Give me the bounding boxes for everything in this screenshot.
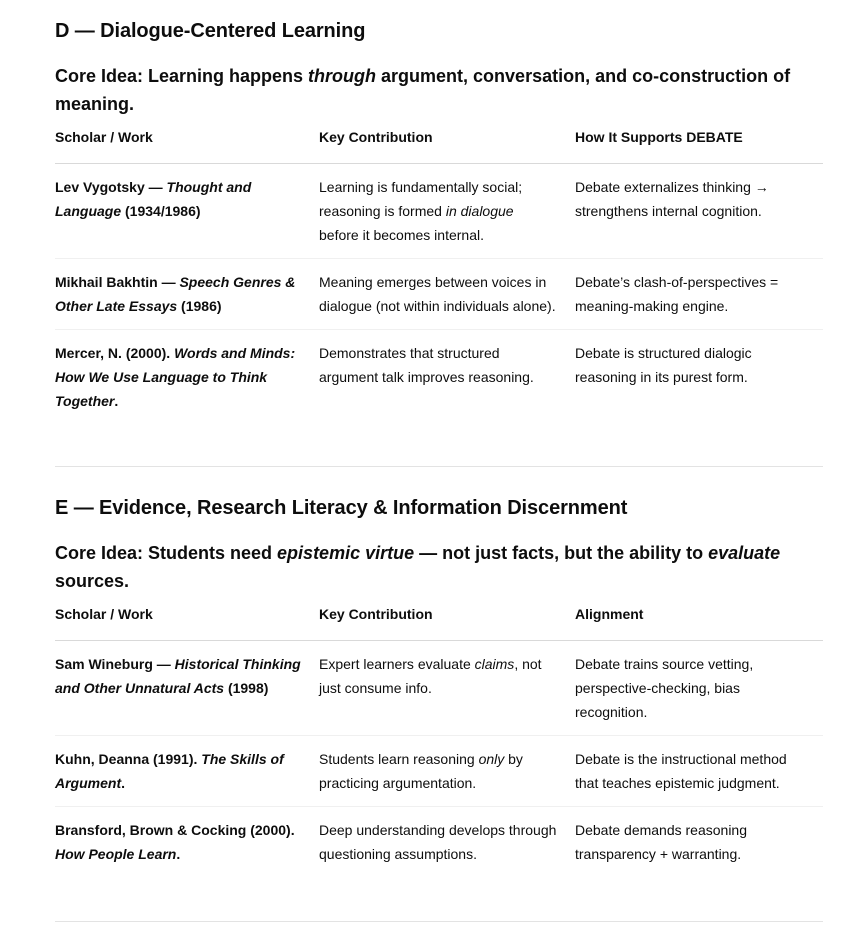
table-row <box>55 330 823 425</box>
table-row <box>55 807 823 878</box>
scholar-cell: Lev Vygotsky — Thought and Language (1934/1986) <box>55 164 319 259</box>
section-divider <box>55 921 823 922</box>
section-e-core-idea: Core Idea: Students need epistemic virtue — not just facts, but the ability to evaluate sources. <box>55 543 781 591</box>
section-d-title: D — Dialogue-Centered Learning <box>55 20 366 42</box>
table-header-row <box>55 129 823 164</box>
column-header: Scholar / Work <box>55 606 319 641</box>
column-header: Alignment <box>575 606 823 641</box>
section-e-title: E — Evidence, Research Literacy & Information Discernment <box>55 497 628 519</box>
alignment-cell: Debate demands reasoning transparency + warranting. <box>575 822 748 862</box>
column-header: Key Contribution <box>319 129 575 164</box>
scholar-cell: Sam Wineburg — Historical Thinking and Other Unnatural Acts (1998) <box>55 641 319 736</box>
contribution-cell: Expert learners evaluate claims, not just consume info. <box>319 641 575 736</box>
table-row <box>55 641 823 736</box>
support-cell: Debate is structured dialogic reasoning in its purest form. <box>575 345 752 385</box>
column-header: Key Contribution <box>319 606 575 641</box>
contribution-cell: Learning is fundamentally social; reasoning is formed in dialogue before it becomes internal. <box>319 164 575 259</box>
alignment-cell: Debate is the instructional method that teaches epistemic judgment. <box>575 736 823 807</box>
alignment-cell: Debate trains source vetting, perspective-checking, bias recognition. <box>575 641 823 736</box>
section-d-table <box>55 129 823 424</box>
section-e-table <box>55 606 823 877</box>
table-header-row <box>55 606 823 641</box>
contribution-cell: Meaning emerges between voices in dialogue (not within individuals alone). <box>319 259 575 330</box>
table-row <box>55 164 823 259</box>
contribution-cell: Demonstrates that structured argument talk improves reasoning. <box>319 345 534 385</box>
contribution-cell: Students learn reasoning only by practicing argumentation. <box>319 736 575 807</box>
column-header: How It Supports DEBATE <box>575 129 823 164</box>
contribution-cell: Deep understanding develops through questioning assumptions. <box>319 822 557 862</box>
scholar-cell: Kuhn, Deanna (1991). The Skills of Argument. <box>55 736 319 807</box>
section-d-core-idea: Core Idea: Learning happens through argument, conversation, and co-construction of meaning. <box>55 66 791 114</box>
column-header: Scholar / Work <box>55 129 319 164</box>
scholar-cell: Bransford, Brown & Cocking (2000). How People Learn. <box>55 822 295 862</box>
scholar-cell: Mercer, N. (2000). Words and Minds: How We Use Language to Think Together. <box>55 345 296 409</box>
scholar-cell: Mikhail Bakhtin — Speech Genres & Other Late Essays (1986) <box>55 259 319 330</box>
support-cell: Debate externalizes thinking → strengthens internal cognition. <box>575 164 823 259</box>
support-cell: Debate’s clash-of-perspectives = meaning-making engine. <box>575 259 823 330</box>
table-row <box>55 259 823 330</box>
table-row <box>55 736 823 807</box>
